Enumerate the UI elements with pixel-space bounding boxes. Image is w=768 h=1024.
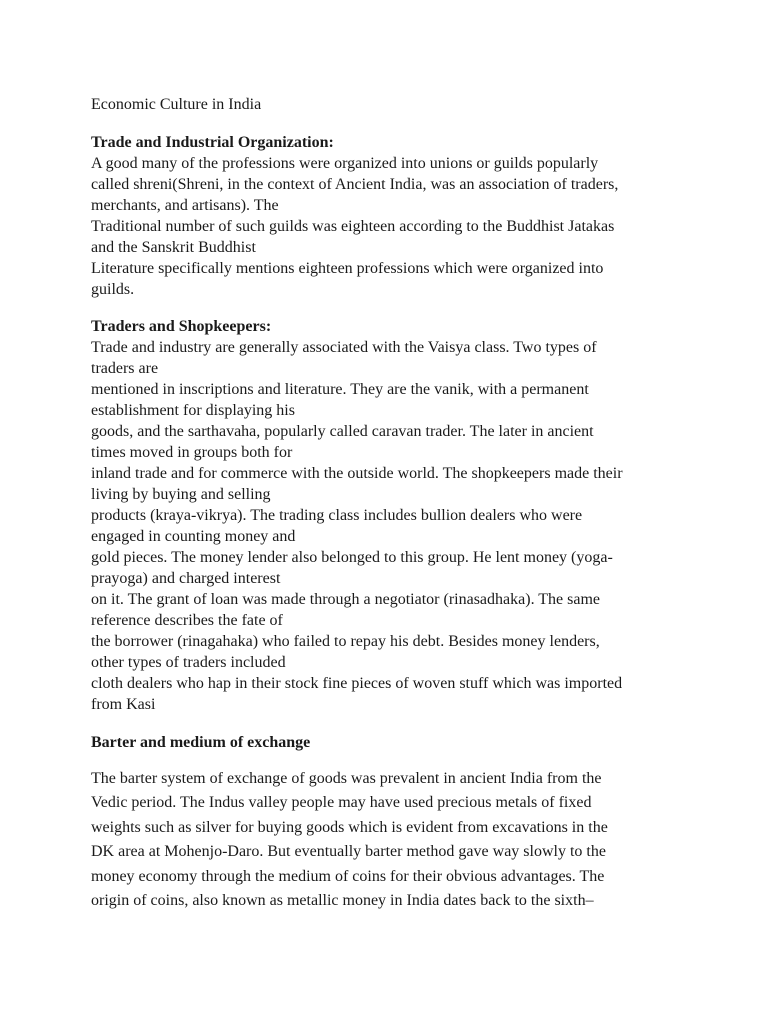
section-barter-heading-block [91,732,691,753]
paragraph-line: money economy through the medium of coins for their obvious advantages. The [91,867,605,885]
paragraph-line: A good many of the professions were organized into unions or guilds popularly [91,155,599,172]
document-title-block [91,94,691,115]
paragraph-line: the borrower (rinagahaka) who failed to repay his debt. Besides money lenders, [91,633,600,650]
paragraph-line: Literature specifically mentions eighteen professions which were organized into [91,260,604,277]
paragraph-line: establishment for displaying his [91,402,295,419]
paragraph-line: called shreni(Shreni, in the context of Ancient India, was an association of traders, [91,176,619,193]
paragraph-line: Vedic period. The Indus valley people may have used precious metals of fixed [91,794,592,812]
paragraph-line: origin of coins, also known as metallic money in India dates back to the sixth– [91,892,594,910]
paragraph-line: Traditional number of such guilds was eighteen according to the Buddhist Jatakas [91,218,615,235]
section-traders-shopkeepers [91,316,691,715]
paragraph-line: gold pieces. The money lender also belonged to this group. He lent money (yoga- [91,549,613,566]
paragraph-line: products (kraya-vikrya). The trading class includes bullion dealers who were [91,507,583,524]
paragraph-line: and the Sanskrit Buddhist [91,239,256,256]
paragraph-line: traders are [91,360,159,377]
paragraph-line: DK area at Mohenjo-Daro. But eventually barter method gave way slowly to the [91,843,606,861]
paragraph-line: merchants, and artisans). The [91,197,279,214]
paragraph-line: Trade and industry are generally associated with the Vaisya class. Two types of [91,339,597,356]
paragraph-line: goods, and the sarthavaha, popularly called caravan trader. The later in ancient [91,423,594,440]
paragraph-line: reference describes the fate of [91,612,283,629]
section-barter-medium-exchange [91,767,691,913]
paragraph-line: guilds. [91,281,135,298]
section-heading: Traders and Shopkeepers: [91,318,272,335]
section-heading: Trade and Industrial Organization: [91,134,334,151]
paragraph-line: mentioned in inscriptions and literature. They are the vanik, with a permanent [91,381,589,398]
paragraph-line: weights such as silver for buying goods which is evident from excavations in the [91,818,608,836]
paragraph-line: cloth dealers who hap in their stock fine pieces of woven stuff which was imported [91,675,623,692]
document-title: Economic Culture in India [91,96,262,113]
paragraph-line: other types of traders included [91,654,286,671]
paragraph-line: engaged in counting money and [91,528,296,545]
paragraph-line: prayoga) and charged interest [91,570,281,587]
paragraph-line: The barter system of exchange of goods was prevalent in ancient India from the [91,770,602,787]
section-trade-industrial-organization [91,132,691,300]
paragraph-line: times moved in groups both for [91,444,293,461]
paragraph-line: on it. The grant of loan was made through a negotiator (rinasadhaka). The same [91,591,601,608]
paragraph-line: living by buying and selling [91,486,271,503]
paragraph-line: inland trade and for commerce with the outside world. The shopkeepers made their [91,465,623,482]
section-heading: Barter and medium of exchange [91,734,311,751]
paragraph-line: from Kasi [91,696,156,713]
